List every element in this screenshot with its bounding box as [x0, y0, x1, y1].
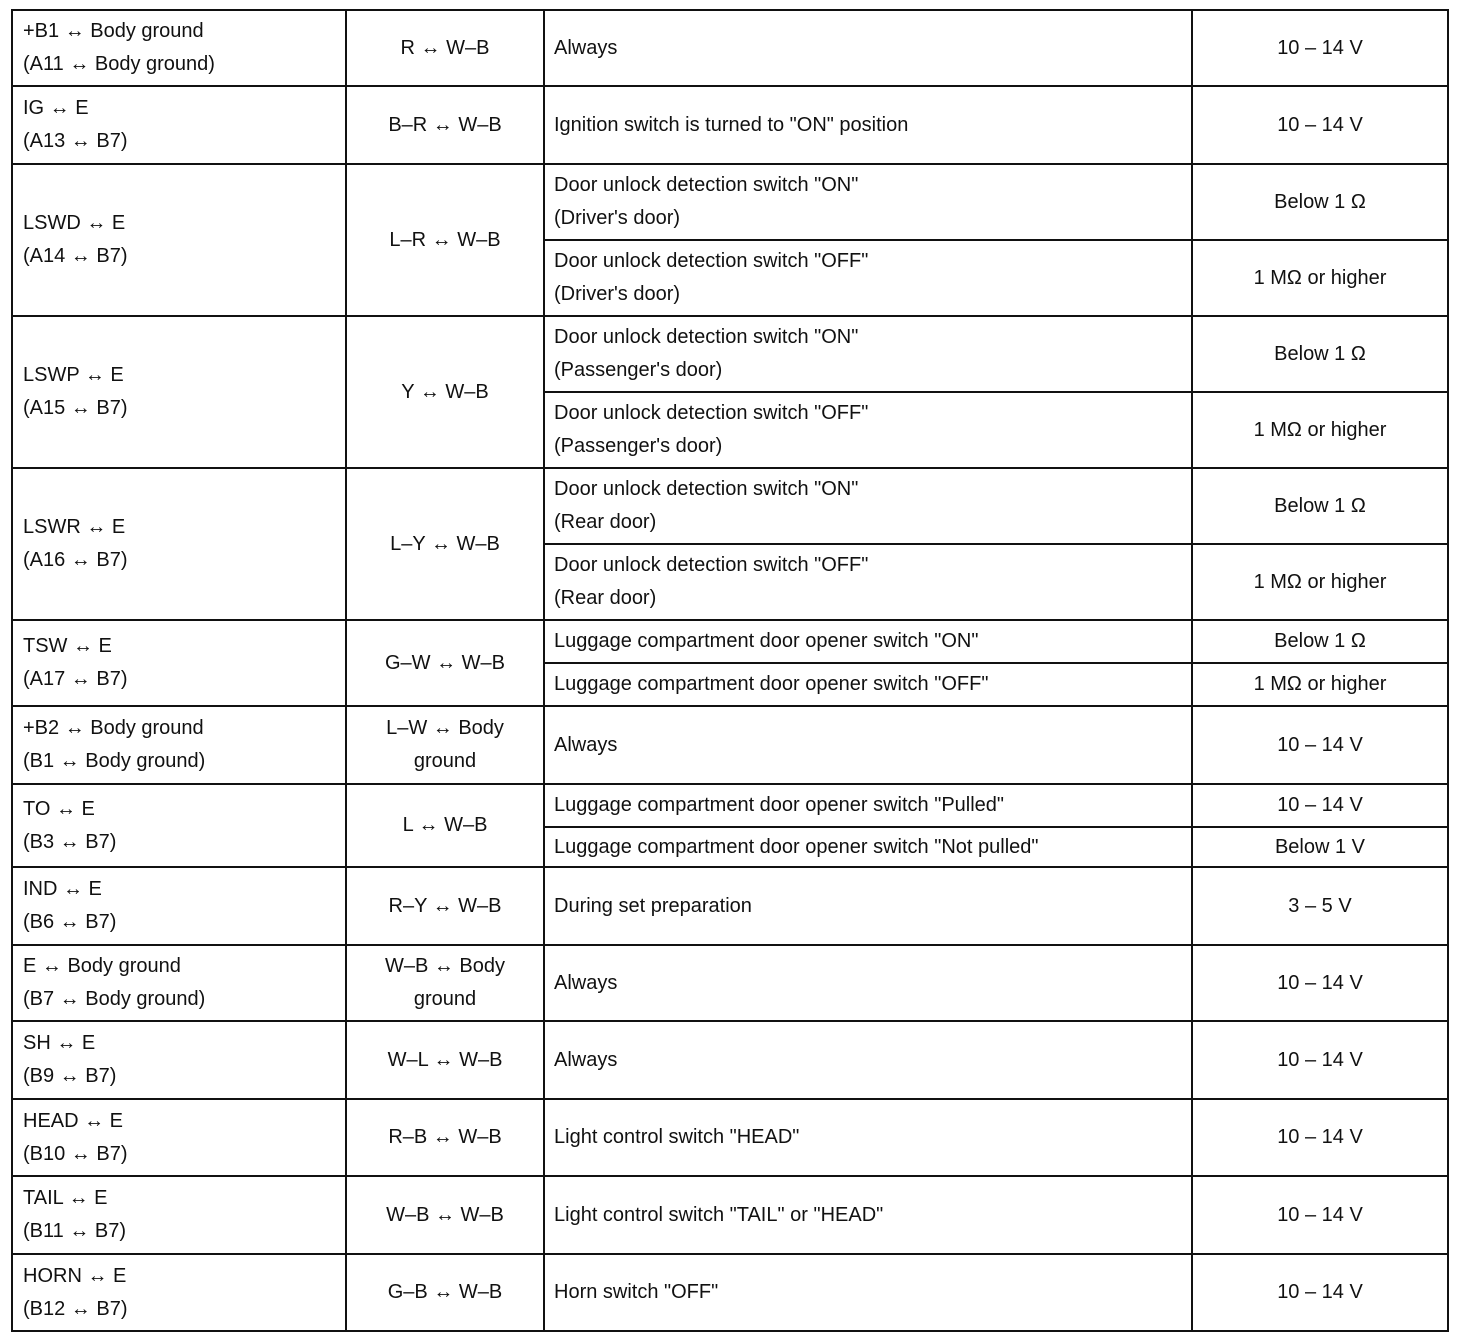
terminal-cell: [12, 10, 346, 86]
terminal-cell: [12, 784, 346, 867]
wiring-color-cell: [346, 784, 544, 867]
wiring-color-cell-line: ground: [413, 988, 477, 1010]
condition-cell: [544, 620, 1192, 663]
terminal-cell-line: TO ↔ E: [23, 797, 95, 820]
condition-cell-line: Always: [554, 971, 618, 994]
terminal-cell-line: (A15 ↔ B7): [23, 397, 128, 419]
terminal-cell-line: (A17 ↔ B7): [23, 668, 128, 690]
wiring-color-cell: [346, 706, 544, 784]
terminal-cell-line: (B1 ↔ Body ground): [23, 750, 206, 772]
condition-cell-line: Always: [554, 733, 618, 756]
terminal-cell: [12, 86, 346, 164]
table-row: [12, 706, 1448, 784]
wiring-color-cell: [346, 867, 544, 945]
specified-condition-cell: 10 – 14 V: [1192, 1099, 1448, 1176]
table-body: [12, 10, 1448, 1331]
wiring-color-cell-line: G–B ↔ W–B: [387, 1281, 503, 1303]
terminal-cell: [12, 945, 346, 1021]
condition-cell: [544, 392, 1192, 468]
table-row: [12, 1021, 1448, 1099]
terminal-cell: [12, 316, 346, 468]
condition-cell-line: (Driver's door): [554, 283, 681, 305]
condition-cell-line: Luggage compartment door opener switch "OFF": [554, 673, 989, 695]
wiring-color-cell: [346, 1021, 544, 1099]
table-row: [12, 1099, 1448, 1176]
terminal-cell-line: LSWD ↔ E: [23, 212, 126, 234]
terminal-cell-line: (A14 ↔ B7): [23, 245, 128, 267]
wiring-color-cell: [346, 1254, 544, 1331]
condition-cell-line: Luggage compartment door opener switch "Not pulled": [554, 835, 1039, 858]
wiring-color-cell-line: W–B ↔ W–B: [386, 1203, 504, 1226]
specified-condition-cell: 10 – 14 V: [1192, 86, 1448, 164]
terminal-cell-line: HORN ↔ E: [23, 1264, 127, 1287]
condition-cell-line: During set preparation: [554, 894, 752, 917]
table-row: [12, 867, 1448, 945]
terminal-cell-line: (B3 ↔ B7): [23, 830, 117, 853]
terminal-cell: [12, 867, 346, 945]
wiring-color-cell-line: B–R ↔ W–B: [388, 113, 502, 136]
specified-condition-cell: Below 1 Ω: [1192, 316, 1448, 392]
specified-condition-cell: 10 – 14 V: [1192, 10, 1448, 86]
wiring-color-cell-line: L–R ↔ W–B: [389, 228, 501, 251]
condition-cell: [544, 164, 1192, 240]
table-row: [12, 468, 1448, 544]
wiring-color-cell: [346, 164, 544, 316]
terminal-cell-line: (A13 ↔ B7): [23, 130, 128, 152]
terminal-cell-line: LSWR ↔ E: [23, 516, 126, 538]
wiring-color-cell: [346, 10, 544, 86]
wiring-color-cell-line: L–W ↔ Body: [386, 717, 504, 739]
terminal-cell: [12, 620, 346, 706]
terminal-cell-line: HEAD ↔ E: [23, 1109, 124, 1132]
condition-cell: [544, 663, 1192, 706]
terminal-cell-line: (B9 ↔ B7): [23, 1065, 117, 1087]
wiring-color-cell-line: Y ↔ W–B: [401, 380, 489, 403]
wiring-color-cell-line: W–L ↔ W–B: [387, 1048, 503, 1071]
wiring-color-cell-line: R ↔ W–B: [400, 36, 490, 59]
condition-cell: [544, 706, 1192, 784]
terminal-cell-line: +B1 ↔ Body ground: [23, 20, 204, 42]
terminal-cell-line: SH ↔ E: [23, 1032, 96, 1054]
specified-condition-cell: 10 – 14 V: [1192, 1021, 1448, 1099]
wiring-color-cell: [346, 1176, 544, 1254]
terminal-cell: [12, 706, 346, 784]
wiring-color-cell: [346, 316, 544, 468]
table-row: [12, 1176, 1448, 1254]
terminal-cell-line: (B6 ↔ B7): [23, 911, 117, 933]
terminal-cell-line: LSWP ↔ E: [23, 364, 124, 386]
terminal-cell: [12, 468, 346, 620]
wiring-color-cell-line: L ↔ W–B: [402, 814, 488, 836]
condition-cell: [544, 240, 1192, 316]
table-row: [12, 945, 1448, 1021]
specified-condition-cell: 10 – 14 V: [1192, 1176, 1448, 1254]
condition-cell-line: Door unlock detection switch "OFF": [554, 250, 869, 272]
condition-cell: [544, 867, 1192, 945]
specified-condition-cell: 1 MΩ or higher: [1192, 544, 1448, 620]
condition-cell-line: Door unlock detection switch "ON": [554, 174, 859, 196]
condition-cell-line: (Passenger's door): [554, 435, 723, 457]
terminal-cell: [12, 1254, 346, 1331]
condition-cell-line: Always: [554, 1048, 618, 1071]
wiring-color-cell-line: L–Y ↔ W–B: [390, 532, 500, 555]
specified-condition-cell: 1 MΩ or higher: [1192, 240, 1448, 316]
terminal-cell-line: (B10 ↔ B7): [23, 1142, 128, 1165]
specified-condition-cell: Below 1 Ω: [1192, 164, 1448, 240]
condition-cell-line: Ignition switch is turned to "ON" position: [554, 113, 909, 136]
condition-cell-line: Light control switch "TAIL" or "HEAD": [554, 1203, 884, 1226]
condition-cell-line: (Driver's door): [554, 207, 681, 229]
condition-cell-line: (Passenger's door): [554, 359, 723, 381]
terminal-cell-line: (B11 ↔ B7): [23, 1220, 126, 1242]
terminal-cell-line: (B7 ↔ Body ground): [23, 988, 206, 1010]
specified-condition-cell: 10 – 14 V: [1192, 706, 1448, 784]
terminal-cell: [12, 164, 346, 316]
condition-cell: [544, 1254, 1192, 1331]
terminal-cell-line: (A11 ↔ Body ground): [23, 53, 215, 75]
condition-cell-line: Light control switch "HEAD": [554, 1126, 800, 1148]
terminal-cell-line: +B2 ↔ Body ground: [23, 717, 204, 739]
condition-cell-line: Luggage compartment door opener switch "ON": [554, 630, 979, 652]
condition-cell: [544, 10, 1192, 86]
condition-cell-line: Door unlock detection switch "OFF": [554, 402, 869, 424]
condition-cell: [544, 544, 1192, 620]
condition-cell: [544, 316, 1192, 392]
specified-condition-cell: Below 1 Ω: [1192, 468, 1448, 544]
terminal-cell-line: TSW ↔ E: [23, 635, 112, 657]
condition-cell-line: (Rear door): [554, 587, 657, 609]
terminal-cell-line: IG ↔ E: [23, 97, 89, 119]
condition-cell: [544, 827, 1192, 867]
wiring-color-cell: [346, 945, 544, 1021]
condition-cell-line: Door unlock detection switch "ON": [554, 326, 859, 348]
specified-condition-cell: 1 MΩ or higher: [1192, 663, 1448, 706]
wiring-color-cell-line: W–B ↔ Body: [384, 955, 506, 977]
terminal-cell: [12, 1099, 346, 1176]
specified-condition-cell: Below 1 V: [1192, 827, 1448, 867]
table-row: [12, 784, 1448, 827]
table-row: [12, 86, 1448, 164]
wiring-color-cell-line: ground: [413, 750, 477, 772]
terminal-cell: [12, 1176, 346, 1254]
table-row: [12, 10, 1448, 86]
table-row: [12, 316, 1448, 392]
specified-condition-cell: 1 MΩ or higher: [1192, 392, 1448, 468]
condition-cell: [544, 784, 1192, 827]
condition-cell: [544, 86, 1192, 164]
wiring-color-cell-line: R–Y ↔ W–B: [388, 894, 502, 917]
specified-condition-cell: 10 – 14 V: [1192, 784, 1448, 827]
condition-cell-line: Door unlock detection switch "OFF": [554, 554, 869, 576]
condition-cell: [544, 1099, 1192, 1176]
specified-condition-cell: 10 – 14 V: [1192, 1254, 1448, 1331]
condition-cell: [544, 945, 1192, 1021]
table-row: [12, 164, 1448, 240]
wiring-color-cell-line: R–B ↔ W–B: [388, 1126, 502, 1148]
terminal-cell-line: TAIL ↔ E: [23, 1187, 108, 1209]
wiring-color-cell-line: G–W ↔ W–B: [384, 651, 505, 674]
terminal-cell-line: E ↔ Body ground: [23, 955, 181, 977]
condition-cell: [544, 1176, 1192, 1254]
wiring-color-cell: [346, 468, 544, 620]
condition-cell-line: Always: [554, 36, 618, 59]
terminal-cell-line: IND ↔ E: [23, 878, 102, 900]
condition-cell-line: (Rear door): [554, 511, 657, 533]
wiring-color-cell: [346, 1099, 544, 1176]
terminal-inspection-table: [11, 9, 1449, 1332]
specified-condition-cell: 3 – 5 V: [1192, 867, 1448, 945]
condition-cell-line: Door unlock detection switch "ON": [554, 478, 859, 500]
condition-cell-line: Horn switch "OFF": [554, 1281, 719, 1303]
table-row: [12, 620, 1448, 663]
condition-cell: [544, 1021, 1192, 1099]
terminal-cell-line: (A16 ↔ B7): [23, 549, 128, 571]
terminal-cell: [12, 1021, 346, 1099]
specified-condition-cell: Below 1 Ω: [1192, 620, 1448, 663]
condition-cell: [544, 468, 1192, 544]
wiring-color-cell: [346, 86, 544, 164]
wiring-color-cell: [346, 620, 544, 706]
table-row: [12, 1254, 1448, 1331]
condition-cell-line: Luggage compartment door opener switch "Pulled": [554, 794, 1005, 816]
terminal-cell-line: (B12 ↔ B7): [23, 1297, 128, 1320]
specified-condition-cell: 10 – 14 V: [1192, 945, 1448, 1021]
